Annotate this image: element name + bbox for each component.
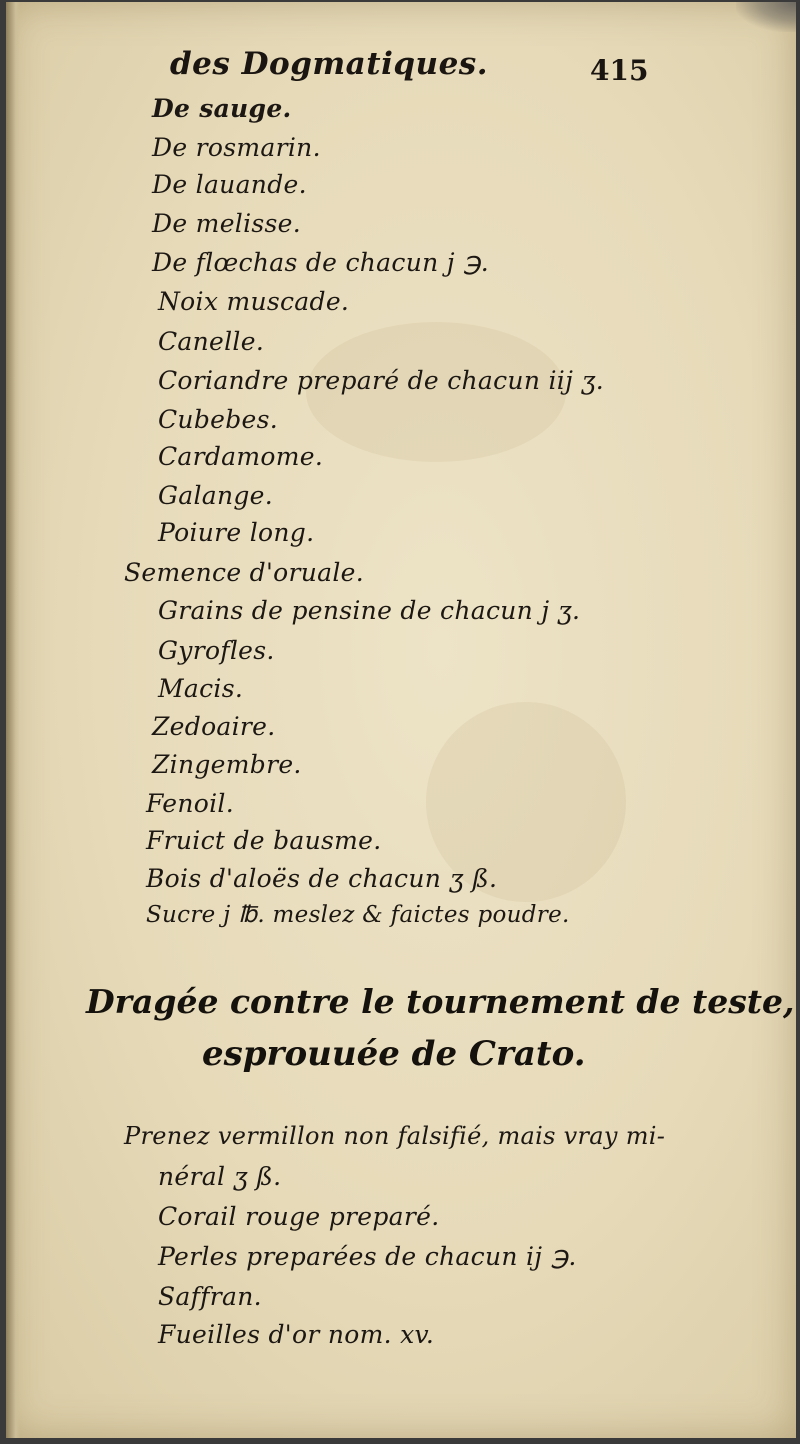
ingredient-line: néral ʒ ß. <box>158 1162 282 1191</box>
ingredient-line: Noix muscade. <box>158 287 350 316</box>
ingredient-line: Zedoaire. <box>152 712 276 741</box>
corner-stain <box>736 2 796 32</box>
ingredient-line: De sauge. <box>152 94 292 123</box>
ingredient-line: De melisse. <box>152 209 301 238</box>
page-number: 415 <box>590 54 649 87</box>
ingredient-line: De flœchas de chacun j ℈. <box>152 248 490 277</box>
running-head: des Dogmatiques. <box>170 46 489 82</box>
ingredient-line: De rosmarin. <box>152 133 321 162</box>
ingredient-line: Grains de pensine de chacun j ʒ. <box>158 596 581 625</box>
ingredient-line: Coriandre preparé de chacun iij ʒ. <box>158 366 605 395</box>
page-gutter <box>6 2 20 1438</box>
ingredient-line: De lauande. <box>152 170 307 199</box>
ingredient-line: Semence d'oruale. <box>124 558 364 587</box>
ingredient-line: Sucre j ℔. meslez & faictes poudre. <box>146 902 570 928</box>
ingredient-line: Poiure long. <box>158 518 315 547</box>
recipe-subheading: esprouuée de Crato. <box>202 1034 586 1074</box>
ingredient-line: Corail rouge preparé. <box>158 1202 440 1231</box>
ingredient-line: Galange. <box>158 481 274 510</box>
ingredient-line: Gyrofles. <box>158 636 275 665</box>
book-page <box>6 2 796 1438</box>
ingredient-line: Prenez vermillon non falsifié, mais vray mi- <box>124 1122 666 1150</box>
ingredient-line: Macis. <box>158 674 244 703</box>
ingredient-line: Cardamome. <box>158 442 324 471</box>
ingredient-line: Zingembre. <box>152 750 302 779</box>
recipe-heading: Dragée contre le tournement de teste, <box>86 982 795 1021</box>
ingredient-line: Fruict de bausme. <box>146 826 382 855</box>
ingredient-line: Bois d'aloës de chacun ʒ ß. <box>146 864 498 893</box>
ingredient-line: Fueilles d'or nom. xv. <box>158 1320 435 1349</box>
ingredient-line: Canelle. <box>158 327 265 356</box>
ingredient-line: Fenoil. <box>146 789 234 818</box>
ingredient-line: Cubebes. <box>158 405 279 434</box>
ingredient-line: Saffran. <box>158 1282 262 1311</box>
ingredient-line: Perles preparées de chacun ij ℈. <box>158 1242 577 1271</box>
